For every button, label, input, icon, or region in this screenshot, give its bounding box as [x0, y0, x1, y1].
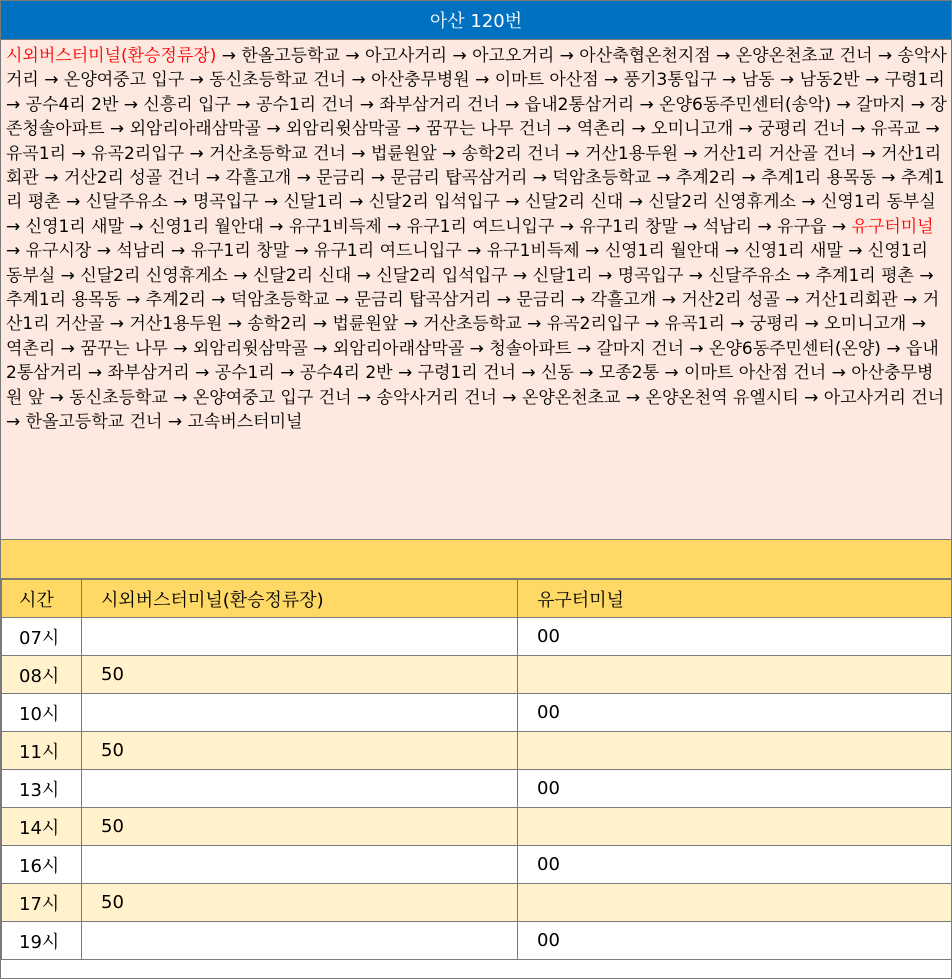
destination-minute-cell: 00 [518, 770, 952, 808]
table-row [2, 656, 952, 694]
origin-minute-cell: 50 [82, 884, 518, 922]
hour-cell: 07시 [2, 618, 82, 656]
destination-minute-cell: 00 [518, 922, 952, 960]
hour-cell: 17시 [2, 884, 82, 922]
destination-minute-cell [518, 656, 952, 694]
table-row [2, 884, 952, 922]
route-stops-return: → 유구시장 → 석남리 → 유구1리 창말 → 유구1리 여드니입구 → 유구1비득제 → 신영1리 월안대 → 신영1리 새말 → 신영1리 동부실 → 신달2리 신영휴게소 → 신달2리 신대 → 신달2리 입석입구 → 신달1리 → 명곡입구 → 신달주유소 → 추계1리 평촌 → 추계1리 용목동 → 추계2리 → 덕암초등학교 → 문금리 탑곡삼거리 → 문금리 → 각흘고개 → 거산2리 성골 → 거산1리회관 → 거산1리 거산골 → 거산1용두원 → 송학2리 → 법륜원앞 → 거산초등학교 → 유곡2리입구 → 유곡1리 → 궁평리 → 오미니고개 → 역촌리 → 꿈꾸는 나무 → 외암리윗삼막골 → 외암리아래삼막골 → 청솔아파트 → 갈마지 건너 → 온양6동주민센터(온양) → 읍내2통삼거리 → 좌부삼거리 → 공수1리 → 공수4리 2반 → 구령1리 건너 → 신동 → 모종2통 → 이마트 아산점 건너 → 아산충무병원 앞 → 동신초등학교 → 온양여중고 입구 건너 → 송악사거리 건너 → 온양온천초교 → 온양온천역 유엘시티 → 아고사거리 건너 → 한올고등학교 건너 → 고속버스터미널 [6, 241, 945, 433]
origin-minute-cell [82, 846, 518, 884]
origin-minute-cell [82, 618, 518, 656]
destination-minute-cell [518, 884, 952, 922]
table-row [2, 618, 952, 656]
hour-cell: 13시 [2, 770, 82, 808]
table-row [2, 770, 952, 808]
route-title: 아산 120번 [1, 1, 951, 40]
destination-minute-cell: 00 [518, 846, 952, 884]
route-turnaround-stop: 유구터미널 [851, 216, 934, 237]
destination-minute-cell [518, 808, 952, 846]
table-row [2, 808, 952, 846]
hour-cell: 08시 [2, 656, 82, 694]
hour-cell: 11시 [2, 732, 82, 770]
hour-cell: 19시 [2, 922, 82, 960]
destination-minute-cell [518, 732, 952, 770]
origin-minute-cell [82, 922, 518, 960]
route-start-stop: 시외버스터미널(환승정류장) [6, 46, 217, 66]
table-row [2, 922, 952, 960]
header-hour: 시간 [2, 580, 82, 618]
table-row [2, 732, 952, 770]
header-destination: 유구터미널 [518, 580, 952, 618]
origin-minute-cell [82, 694, 518, 732]
hour-cell: 16시 [2, 846, 82, 884]
origin-minute-cell: 50 [82, 808, 518, 846]
timetable [1, 579, 952, 960]
hour-cell: 10시 [2, 694, 82, 732]
table-row [2, 846, 952, 884]
origin-minute-cell: 50 [82, 656, 518, 694]
route-stops-outbound: → 한올고등학교 → 아고사거리 → 아고오거리 → 아산축협온천지점 → 온양온천초교 건너 → 송악사거리 → 온양여중고 입구 → 동신초등학교 건너 → 아산충무병원 → 이마트 아산점 → 풍기3통입구 → 남동 → 남동2반 → 구령1리 → 공수4리 2반 → 신흥리 입구 → 공수1리 건너 → 좌부삼거리 건너 → 읍내2통삼거리 → 온양6동주민센터(송악) → 갈마지 → 장존청솔아파트 → 외암리아래삼막골 → 외암리윗삼막골 → 꿈꾸는 나무 건너 → 역촌리 → 오미니고개 → 궁평리 건너 → 유곡교 → 유곡1리 → 유곡2리입구 → 거산초등학교 건너 → 법륜원앞 → 송학2리 건너 → 거산1용두원 → 거산1리 거산골 건너 → 거산1리회관 → 거산2리 성골 건너 → 각흘고개 → 문금리 → 문금리 탑곡삼거리 → 덕암초등학교 → 추계2리 → 추계1리 용목동 → 추계1리 평촌 → 신달주유소 → 명곡입구 → 신달1리 → 신달2리 입석입구 → 신달2리 신대 → 신달2리 신영휴게소 → 신영1리 동부실 → 신영1리 새말 → 신영1리 월안대 → 유구1비득제 → 유구1리 여드니입구 → 유구1리 창말 → 석남리 → 유구읍 → [6, 46, 947, 237]
section-divider [1, 540, 951, 579]
header-origin: 시외버스터미널(환승정류장) [82, 580, 518, 618]
origin-minute-cell [82, 770, 518, 808]
destination-minute-cell: 00 [518, 694, 952, 732]
hour-cell: 14시 [2, 808, 82, 846]
table-row [2, 694, 952, 732]
origin-minute-cell: 50 [82, 732, 518, 770]
timetable-header [2, 580, 952, 618]
destination-minute-cell: 00 [518, 618, 952, 656]
route-stops [1, 40, 951, 540]
